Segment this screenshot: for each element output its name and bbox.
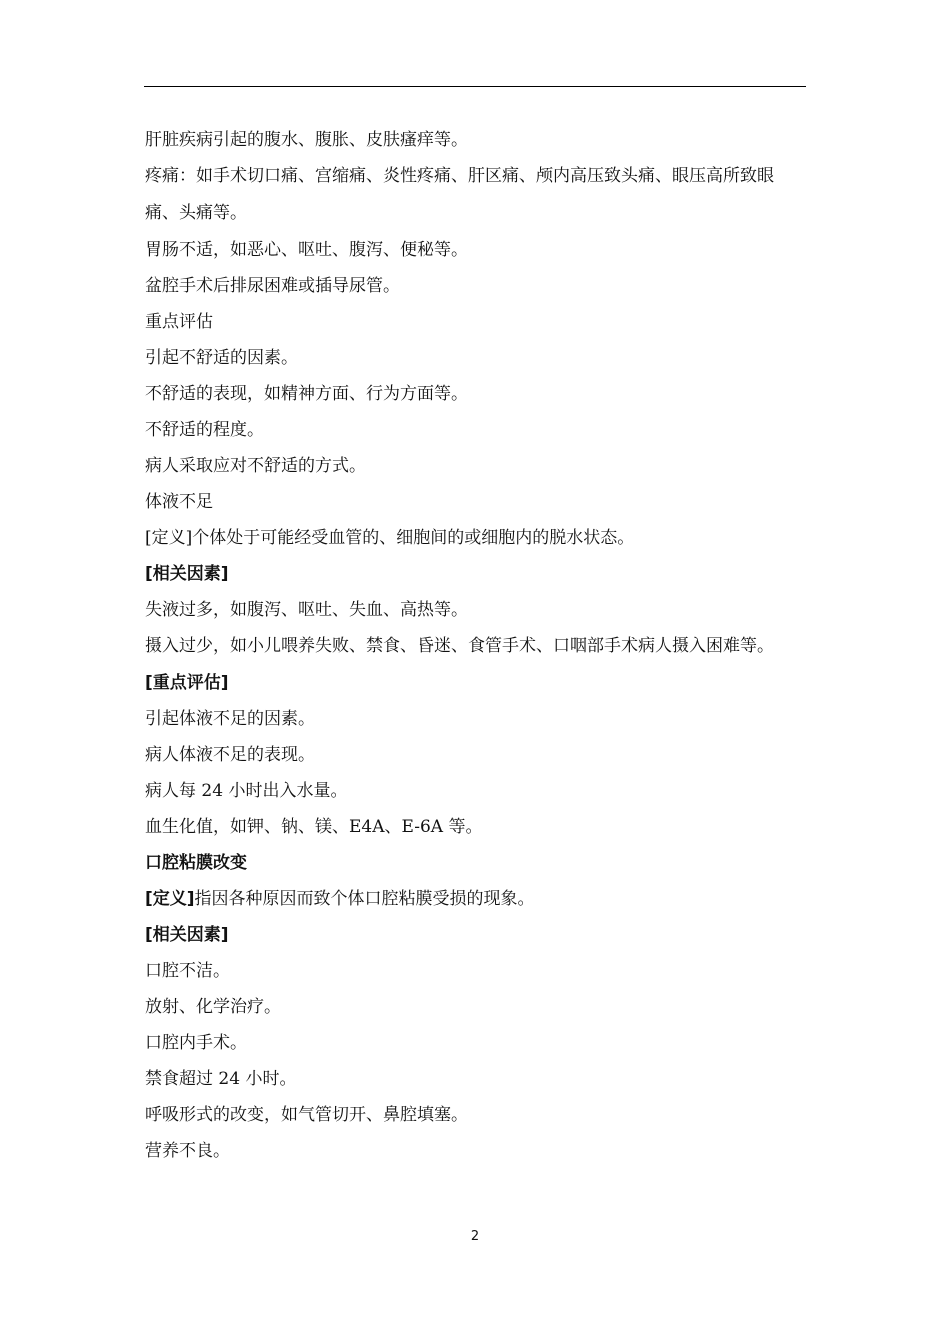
body-line: 不舒适的程度。	[145, 420, 264, 440]
body-line: 失液过多，如腹泻、呕吐、失血、高热等。	[145, 600, 468, 620]
body-line: 呼吸形式的改变，如气管切开、鼻腔填塞。	[145, 1105, 468, 1125]
page-number: 2	[470, 1229, 480, 1244]
body-line: 口腔不洁。	[145, 961, 230, 981]
body-line: 禁食超过 24 小时。	[145, 1069, 297, 1089]
body-line: 血生化值，如钾、钠、镁、E4A、E-6A 等。	[145, 817, 483, 837]
header-rule	[144, 86, 806, 87]
body-line: 病人每 24 小时出入水量。	[145, 781, 348, 801]
section-heading: 口腔粘膜改变	[145, 853, 247, 873]
definition-text: 指因各种原因而致个体口腔粘膜受损的现象。	[194, 889, 535, 909]
body-line: 引起体液不足的因素。	[145, 709, 315, 729]
body-line: 引起不舒适的因素。	[145, 348, 298, 368]
subsection-heading: [重点评估]	[145, 673, 229, 693]
subsection-heading: [相关因素]	[145, 925, 229, 945]
definition-line	[145, 881, 807, 917]
body-line: 疼痛：如手术切口痛、宫缩痛、炎性疼痛、肝区痛、颅内高压致头痛、眼压高所致眼痛、头痛等。	[145, 166, 774, 223]
section-heading: 体液不足	[145, 492, 213, 512]
definition-line: [定义]个体处于可能经受血管的、细胞间的或细胞内的脱水状态。	[145, 528, 635, 548]
body-line: 胃肠不适，如恶心、呕吐、腹泻、便秘等。	[145, 240, 468, 260]
body-line: 口腔内手术。	[145, 1033, 247, 1053]
body-line: 放射、化学治疗。	[145, 997, 281, 1017]
subsection-heading: [相关因素]	[145, 564, 229, 584]
body-line: 病人体液不足的表现。	[145, 745, 315, 765]
definition-label: [定义]	[145, 889, 195, 909]
body-line: 肝脏疾病引起的腹水、腹胀、皮肤瘙痒等。	[145, 130, 468, 150]
body-line: 病人采取应对不舒适的方式。	[145, 456, 366, 476]
section-heading: 重点评估	[145, 312, 213, 332]
document-body	[145, 122, 807, 1169]
body-line: 不舒适的表现，如精神方面、行为方面等。	[145, 384, 468, 404]
body-line: 摄入过少，如小儿喂养失败、禁食、昏迷、食管手术、口咽部手术病人摄入困难等。	[145, 636, 774, 656]
body-line: 盆腔手术后排尿困难或插导尿管。	[145, 276, 400, 296]
body-line: 营养不良。	[145, 1141, 230, 1161]
